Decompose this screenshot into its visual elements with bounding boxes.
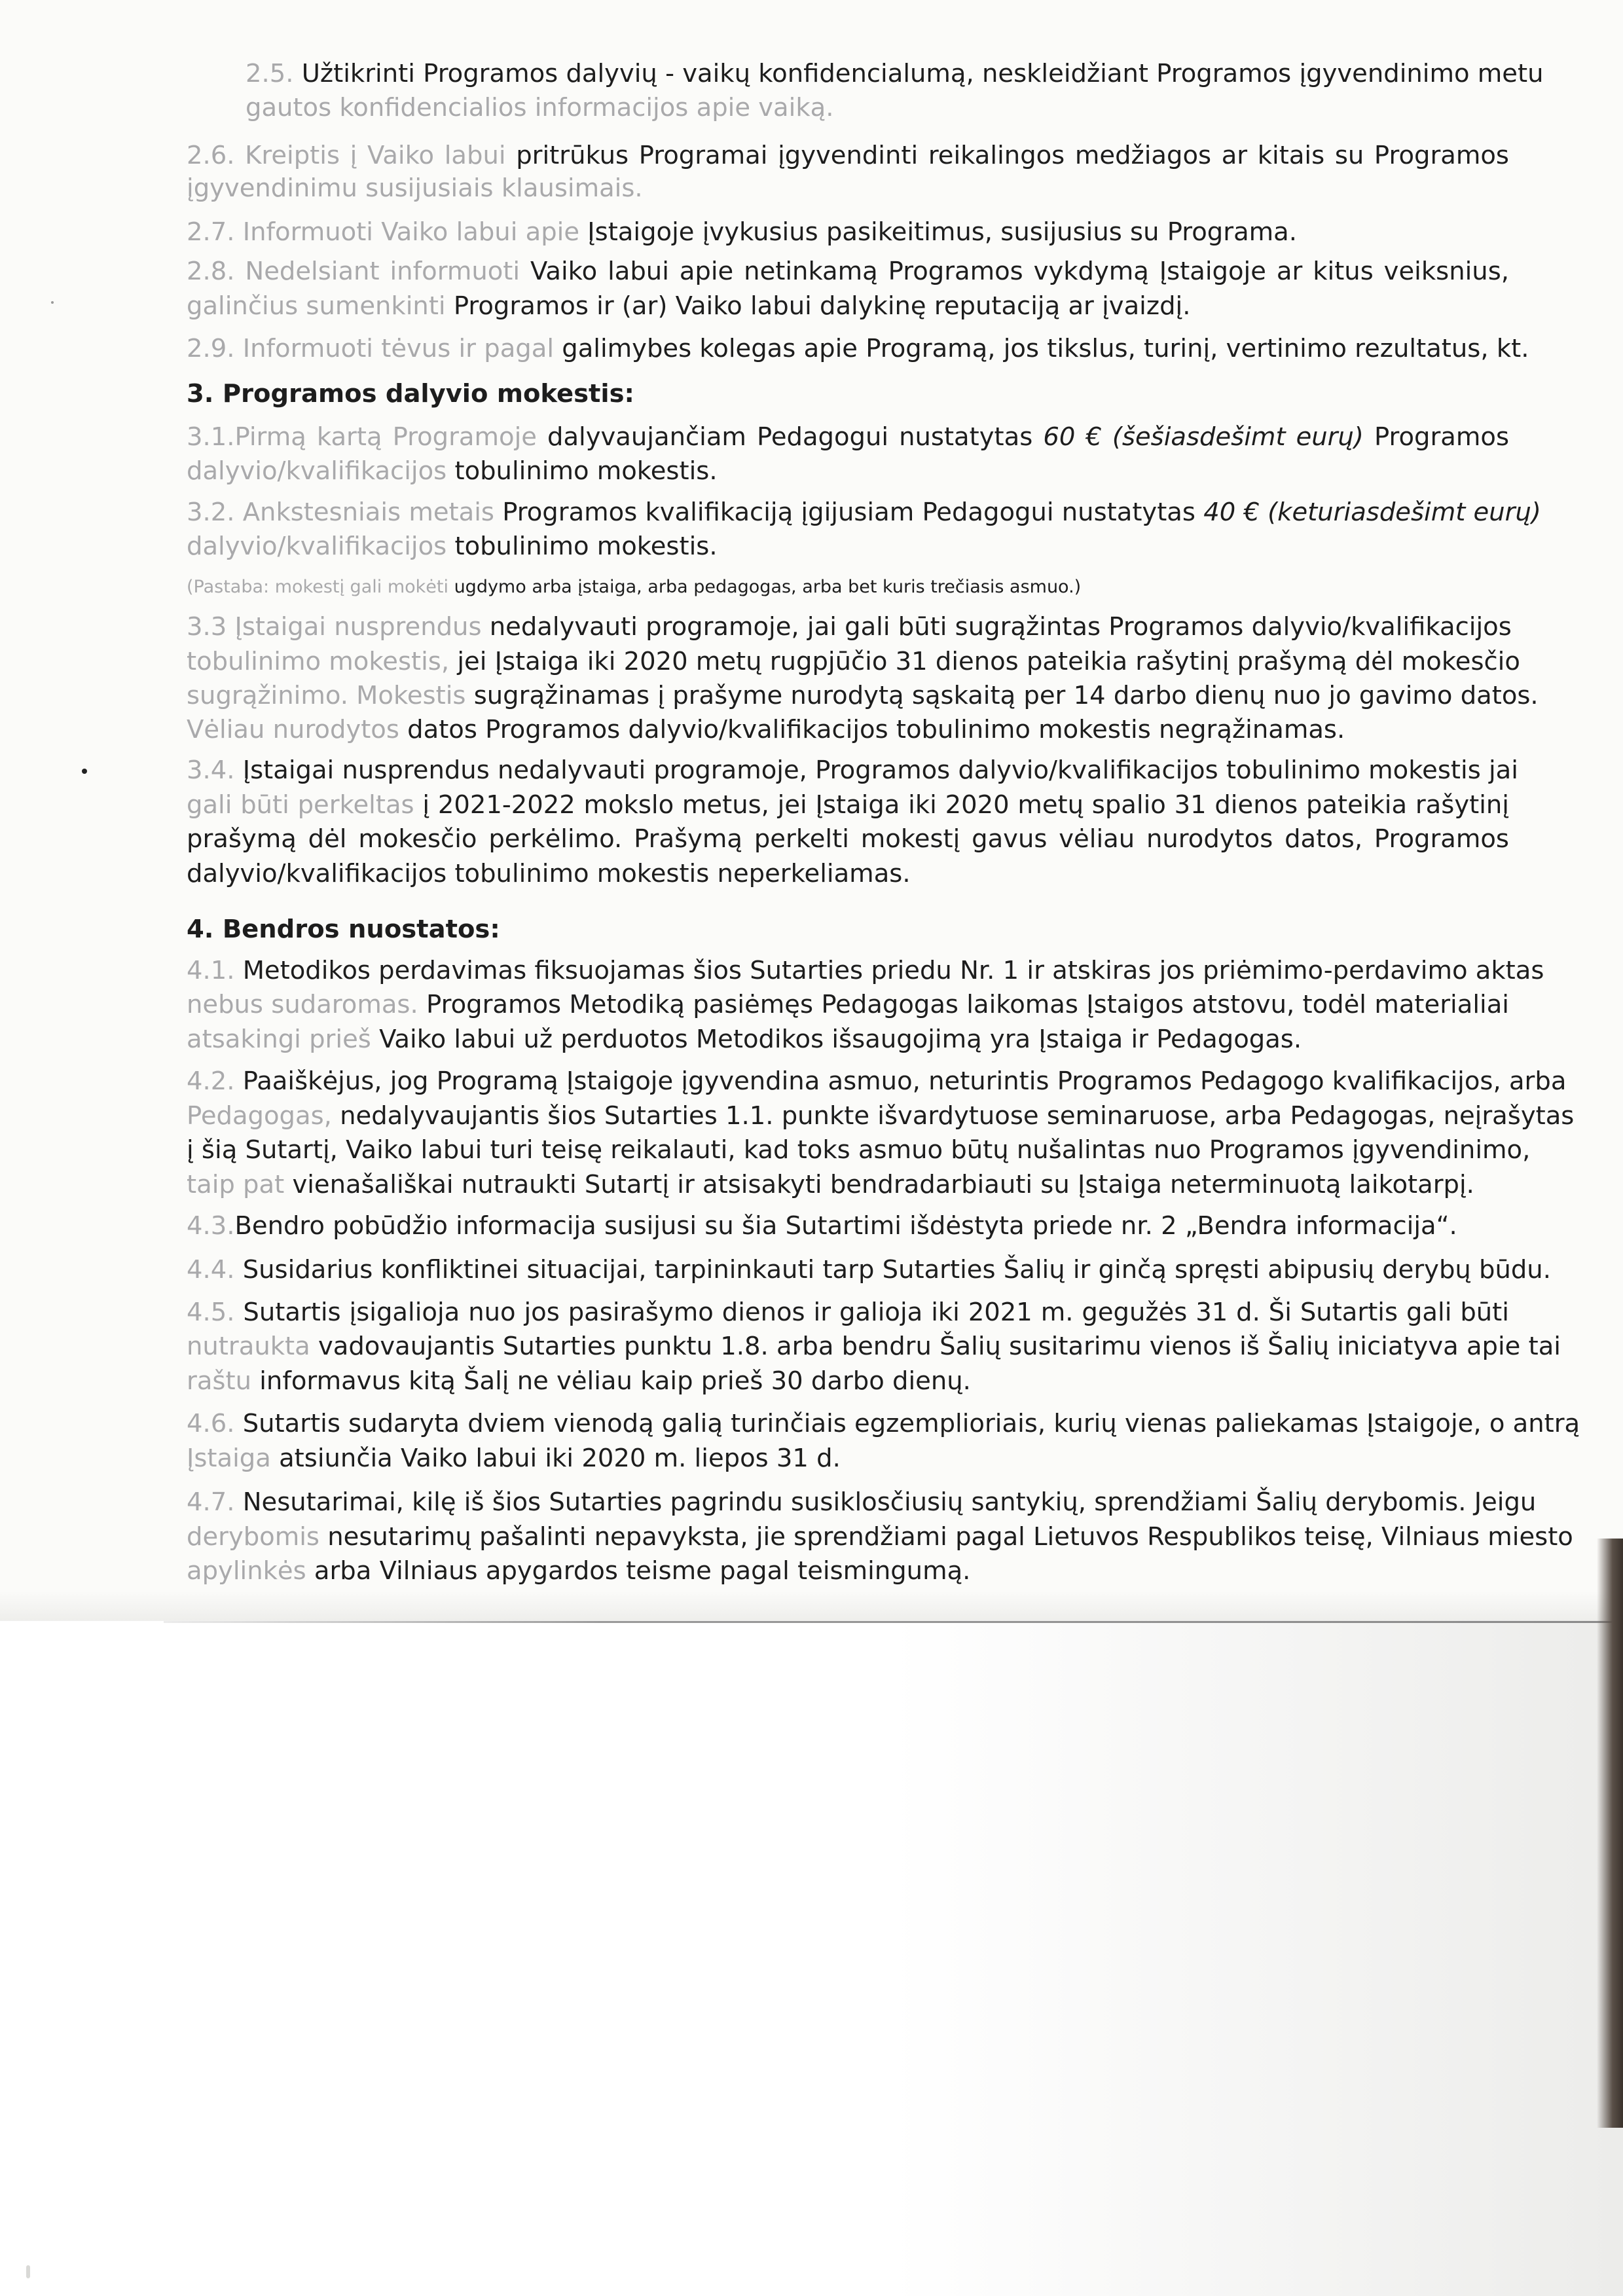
clause-text-faded: Vėliau nurodytos <box>187 715 408 744</box>
clause-2-9 <box>187 333 1529 365</box>
clause-text: vienašališkai nutraukti Sutartį ir atsisakyti bendradarbiauti su Įstaiga neterminuotą laikotarpį. <box>292 1170 1474 1199</box>
clause-4-2-line-3 <box>187 1134 1531 1167</box>
clause-text: Vaiko labui apie netinkamą Programos vykdymą Įstaigoje ar kitus veiksnius, <box>530 257 1509 286</box>
clause-4-4 <box>187 1254 1551 1286</box>
clause-2-7 <box>187 216 1509 249</box>
clause-text: klausimais. <box>501 173 643 203</box>
scan-speck <box>82 769 87 774</box>
scan-speck <box>26 2265 30 2278</box>
clause-text-faded: Įstaigai nusprendus <box>234 612 490 642</box>
clause-number: 2.6. <box>187 141 246 170</box>
clause-4-1-line-2 <box>187 989 1509 1021</box>
clause-text-faded: sugrąžinimo. Mokestis <box>187 681 474 710</box>
clause-text: tobulinimo mokestis. <box>454 532 718 561</box>
clause-number: 4.5. <box>187 1298 244 1327</box>
clause-text: arba Vilniaus apygardos teisme pagal teismingumą. <box>314 1556 971 1586</box>
clause-text: vadovaujantis Sutarties punktu 1.8. arba bendru Šalių susitarimu vienos iš Šalių iniciatyva apie tai <box>318 1332 1561 1361</box>
clause-text-faded: Informuoti tėvus ir pagal <box>242 334 562 363</box>
clause-text-faded: dalyvio/kvalifikacijos <box>187 456 455 486</box>
clause-text: Susidarius konfliktinei situacijai, tarpininkauti tarp Sutarties Šalių ir ginčą spręsti abipusių derybų būdu. <box>242 1255 1551 1285</box>
clause-number: 4.6. <box>187 1409 243 1438</box>
clause-text-faded: gali būti perkeltas <box>187 790 423 820</box>
clause-text: Nesutarimai, kilę iš šios Sutarties pagrindu susiklosčiusių santykių, sprendžiami Šalių derybomis. Jeigu <box>242 1487 1537 1517</box>
clause-text-faded: Nedelsiant informuoti <box>245 257 531 286</box>
clause-text: jei Įstaiga iki 2020 metų rugpjūčio 31 dienos pateikia rašytinį prašymą dėl mokesčio <box>457 647 1520 676</box>
clause-3-4-line-1 <box>187 754 1518 787</box>
clause-number: 4.1. <box>187 956 243 985</box>
clause-3-3-line-1 <box>187 611 1512 644</box>
clause-text-faded: tobulinimo mokestis, <box>187 647 458 676</box>
clause-number: 2.5. <box>246 59 302 88</box>
clause-number: 3.2. <box>187 498 243 527</box>
clause-number: 2.7. <box>187 217 243 247</box>
clause-4-7-line-3 <box>187 1555 1509 1588</box>
clause-3-1-line-1 <box>187 421 1509 454</box>
section-4-heading: 4. Bendros nuostatos: <box>187 915 500 944</box>
right-edge-shadow <box>1597 1539 1623 2128</box>
clause-4-5-line-3 <box>187 1365 1509 1398</box>
clause-text-faded: apylinkės <box>187 1556 314 1586</box>
section-3-heading: 3. Programos dalyvio mokestis: <box>187 379 634 409</box>
clause-text: Vaiko labui už perduotos Metodikos išsaugojimą yra Įstaiga ir Pedagogas. <box>379 1025 1302 1054</box>
clause-4-5-line-1 <box>187 1296 1509 1329</box>
clause-number: 4.3. <box>187 1211 235 1241</box>
clause-4-2-line-4 <box>187 1169 1509 1201</box>
fee-amount: 60 € (šešiasdešimt eurų) <box>1043 422 1364 452</box>
clause-3-4-line-3 <box>187 823 1509 856</box>
fold-shadow <box>0 1591 1623 1621</box>
clause-4-5-line-2 <box>187 1330 1561 1363</box>
clause-text: Bendro pobūdžio informacija susijusi su šia Sutartimi išdėstyta priede nr. 2 „Bendra informacija“. <box>234 1211 1457 1241</box>
clause-text: datos Programos dalyvio/kvalifikacijos tobulinimo mokestis negrąžinamas. <box>407 715 1345 744</box>
note-text: ugdymo arba įstaiga, arba pedagogas, arba bet kuris trečiasis asmuo.) <box>454 577 1082 597</box>
clause-4-3 <box>187 1210 1509 1243</box>
clause-3-4-line-4 <box>187 858 1509 890</box>
clause-text: galimybes kolegas apie Programą, jos tikslus, turinį, vertinimo rezultatus, kt. <box>562 334 1529 363</box>
clause-text: Programos <box>1363 422 1510 452</box>
clause-text: sugrąžinamas į prašyme nurodytą sąskaitą per 14 darbo dienų nuo jo gavimo datos. <box>473 681 1539 710</box>
clause-text-faded: Įstaiga <box>187 1444 280 1473</box>
clause-3-3-line-2 <box>187 646 1520 678</box>
scan-speck <box>51 301 54 304</box>
clause-3-2-line-2 <box>187 530 1509 563</box>
clause-text: Įstaigai nusprendus nedalyvauti programoje, Programos dalyvio/kvalifikacijos tobulinimo mokestis jai <box>242 756 1518 785</box>
clause-number: 2.8. <box>187 257 246 286</box>
clause-text: Sutartis sudaryta dviem vienodą galią turinčiais egzemplioriais, kurių vienas paliekamas Įstaigoje, o antrą <box>242 1409 1580 1438</box>
clause-text: nesutarimų pašalinti nepavyksta, jie sprendžiami pagal Lietuvos Respublikos teisę, Vilniaus miesto <box>327 1522 1573 1552</box>
clause-text: dalyvaujančiam Pedagogui nustatytas <box>547 422 1044 452</box>
clause-number: 4.7. <box>187 1487 243 1517</box>
lower-sheet-background <box>0 1620 1623 2296</box>
clause-text: Užtikrinti Programos dalyvių - vaikų konfidencialumą, neskleidžiant Programos įgyvendinimo metu <box>301 59 1544 88</box>
clause-number: 2.9. <box>187 334 243 363</box>
clause-2-5-line-1 <box>246 58 1544 90</box>
clause-2-5-line-2 <box>246 92 1568 124</box>
clause-text: Programos kvalifikaciją įgijusiam Pedagogui nustatytas <box>502 498 1204 527</box>
clause-text: Sutartis įsigalioja nuo jos pasirašymo dienos ir galioja iki 2021 m. gegužės 31 d. Ši Sutartis gali būti <box>243 1298 1509 1327</box>
clause-text: atsiunčia Vaiko labui iki 2020 m. liepos 31 d. <box>279 1444 841 1473</box>
clause-text: Metodikos perdavimas fiksuojamas šios Sutarties priedu Nr. 1 ir atskiras jos priėmimo-perdavimo aktas <box>242 956 1544 985</box>
clause-text-faded: derybomis <box>187 1522 328 1552</box>
clause-4-2-line-2 <box>187 1100 1575 1133</box>
clause-text: Paaiškėjus, jog Programą Įstaigoje įgyvendina asmuo, neturintis Programos Pedagogo kvalifikacijos, arba <box>242 1066 1567 1096</box>
clause-text: dalyvio/kvalifikacijos tobulinimo mokestis neperkeliamas. <box>187 859 911 888</box>
clause-text: nedalyvaujantis šios Sutarties 1.1. punkte išvardytuose seminaruose, arba Pedagogas, neįrašytas <box>340 1101 1575 1131</box>
clause-3-4-line-2 <box>187 789 1509 822</box>
fee-amount: 40 € (keturiasdešimt eurų) <box>1203 498 1541 527</box>
clause-3-2-line-1 <box>187 496 1541 529</box>
clause-text: Programos ir (ar) Vaiko labui dalykinę reputaciją ar įvaizdį. <box>453 291 1191 321</box>
note-text-faded: (Pastaba: mokestį gali mokėti <box>187 577 454 597</box>
clause-text-faded: Informuoti Vaiko labui apie <box>242 217 588 247</box>
clause-text-faded: Pedagogas, <box>187 1101 340 1131</box>
clause-3-3-line-3 <box>187 680 1539 712</box>
clause-text-faded: Ankstesniais metais <box>242 498 503 527</box>
clause-number: 4.4. <box>187 1255 243 1285</box>
clause-number: 4.2. <box>187 1066 243 1096</box>
clause-2-8-line-1 <box>187 255 1509 288</box>
clause-text: į šią Sutartį, Vaiko labui turi teisę reikalauti, kad toks asmuo būtų nušalintas nuo Programos įgyvendinimo, <box>187 1135 1531 1165</box>
page-fold-line <box>164 1621 1623 1623</box>
clause-text-faded: atsakingi prieš <box>187 1025 380 1054</box>
clause-4-6-line-2 <box>187 1442 1509 1475</box>
clause-text: Įstaigoje įvykusius pasikeitimus, susijusius su Programa. <box>587 217 1297 247</box>
clause-2-6-line-1 <box>187 139 1509 172</box>
clause-4-1-line-1 <box>187 955 1544 987</box>
clause-number: 3.4. <box>187 756 243 785</box>
clause-4-2-line-1 <box>187 1065 1567 1098</box>
clause-text-faded: Kreiptis į Vaiko labui <box>245 141 517 170</box>
clause-text-faded: dalyvio/kvalifikacijos <box>187 532 455 561</box>
clause-text-faded: galinčius sumenkinti <box>187 291 454 321</box>
clause-3-3-line-4 <box>187 714 1509 746</box>
clause-text: tobulinimo mokestis. <box>454 456 718 486</box>
clause-number: 3.3 <box>187 612 235 642</box>
clause-text: pritrūkus Programai įgyvendinti reikalingos medžiagos ar kitais su Programos <box>516 141 1509 170</box>
clause-2-6-line-2 <box>187 172 1509 205</box>
clause-4-7-line-1 <box>187 1486 1537 1519</box>
clause-3-1-line-2 <box>187 455 1509 488</box>
clause-text-faded: nutraukta <box>187 1332 318 1361</box>
clause-text: prašymą dėl mokesčio perkėlimo. Prašymą perkelti mokestį gavus vėliau nurodytos datos, Programos <box>187 824 1509 854</box>
clause-4-6-line-1 <box>187 1408 1580 1440</box>
clause-4-7-line-2 <box>187 1521 1573 1554</box>
clause-text: gautos konfidencialios informacijos apie vaiką. <box>246 93 834 122</box>
clause-text: informavus kitą Šalį ne vėliau kaip prieš 30 darbo dienų. <box>259 1366 971 1396</box>
clause-4-1-line-3 <box>187 1023 1509 1056</box>
fee-payment-note <box>187 571 1509 604</box>
clause-text-faded: įgyvendinimu susijusiais <box>187 173 501 203</box>
clause-text-faded: Pirmą kartą Programoje <box>234 422 547 452</box>
clause-text: Programos Metodiką pasiėmęs Pedagogas laikomas Įstaigos atstovu, todėl materialiai <box>426 990 1509 1019</box>
clause-text-faded: raštu <box>187 1366 260 1396</box>
clause-text: į 2021-2022 mokslo metus, jei Įstaiga iki 2020 metų spalio 31 dienos pateikia rašytinį <box>422 790 1509 820</box>
clause-2-8-line-2 <box>187 290 1509 323</box>
clause-number: 3.1. <box>187 422 235 452</box>
clause-text-faded: taip pat <box>187 1170 293 1199</box>
clause-text: nedalyvauti programoje, jai gali būti sugrąžintas Programos dalyvio/kvalifikacijos <box>489 612 1512 642</box>
clause-text-faded: nebus sudaromas. <box>187 990 427 1019</box>
